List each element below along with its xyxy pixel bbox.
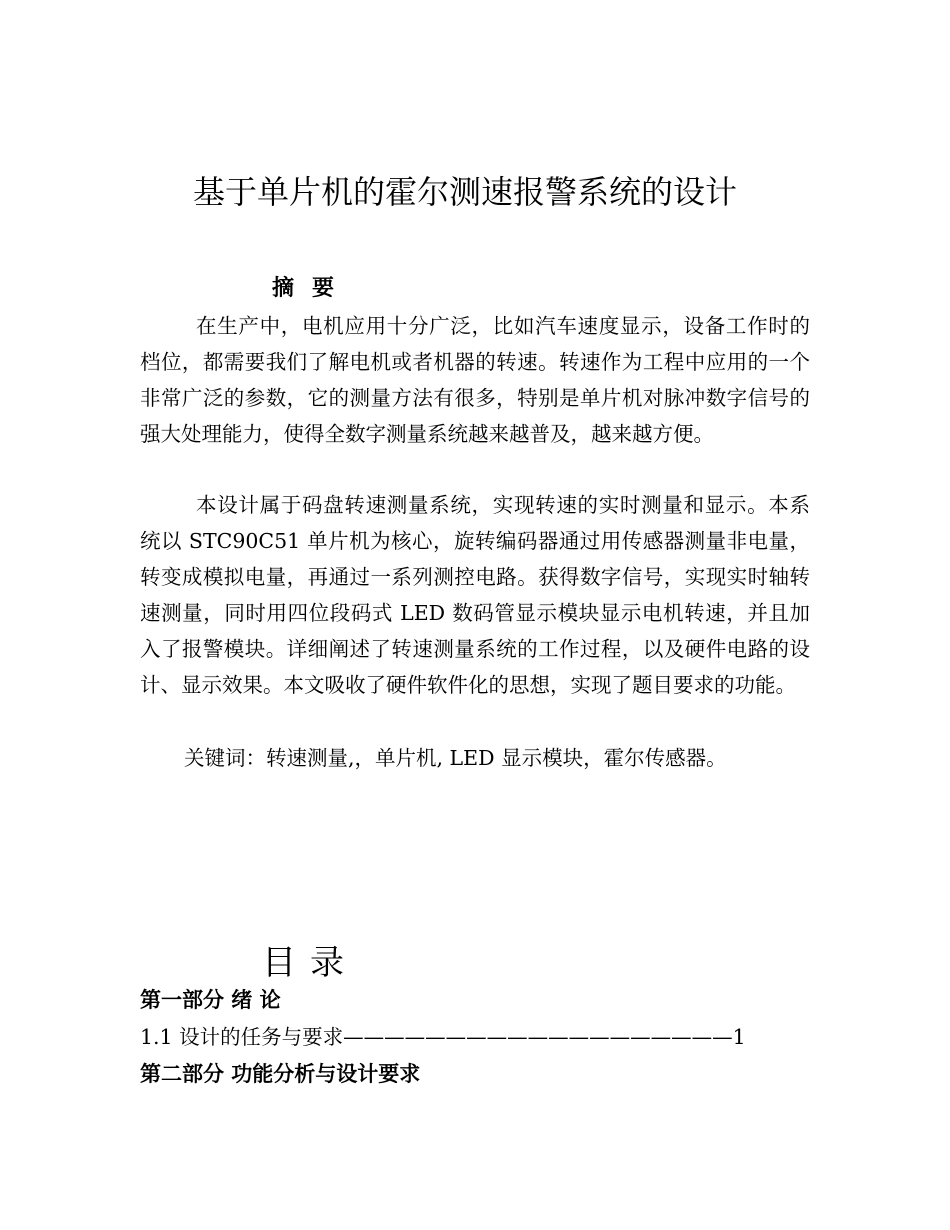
toc-part-1: 第一部分 绪 论 <box>140 987 281 1012</box>
keywords-line: 关键词：转速测量,，单片机, LED 显示模块，霍尔传感器。 <box>184 746 727 770</box>
toc-heading-char-2: 录 <box>310 943 344 983</box>
abstract-heading <box>272 272 334 304</box>
toc-heading-char-1: 目 <box>262 943 296 983</box>
document-title: 基于单片机的霍尔测速报警系统的设计 <box>192 173 737 211</box>
toc-part-2: 第二部分 功能分析与设计要求 <box>140 1061 421 1086</box>
abstract-paragraph-2: 本设计属于码盘转速测量系统，实现转速的实时测量和显示。本系统以 STC90C51 单片机为核心，旋转编码器通过用传感器测量非电量，转变成模拟电量，再通过一系列测控电路。获得数字信号，实现实时轴转速测量，同时用四位段码式 LED 数码管显示模块显示电机转速，并且加入了报警模块。详细阐述了转速测量系统的工作过程，以及硬件电路的设计、显示效果。本文吸收了硬件软件化的思想，实现了题目要求的功能。 <box>140 493 810 697</box>
toc-entry-1-1: 1.1 设计的任务与要求———————————————————1 <box>140 1025 746 1049</box>
abstract-heading-char-2: 要 <box>312 275 335 301</box>
toc-heading <box>262 940 344 986</box>
abstract-paragraph-1: 在生产中，电机应用十分广泛，比如汽车速度显示，设备工作时的档位，都需要我们了解电机或者机器的转速。转速作为工程中应用的一个非常广泛的参数，它的测量方法有很多，特别是单片机对脉冲数字信号的强大处理能力，使得全数字测量系统越来越普及，越来越方便。 <box>140 314 810 446</box>
abstract-heading-char-1: 摘 <box>272 275 295 301</box>
